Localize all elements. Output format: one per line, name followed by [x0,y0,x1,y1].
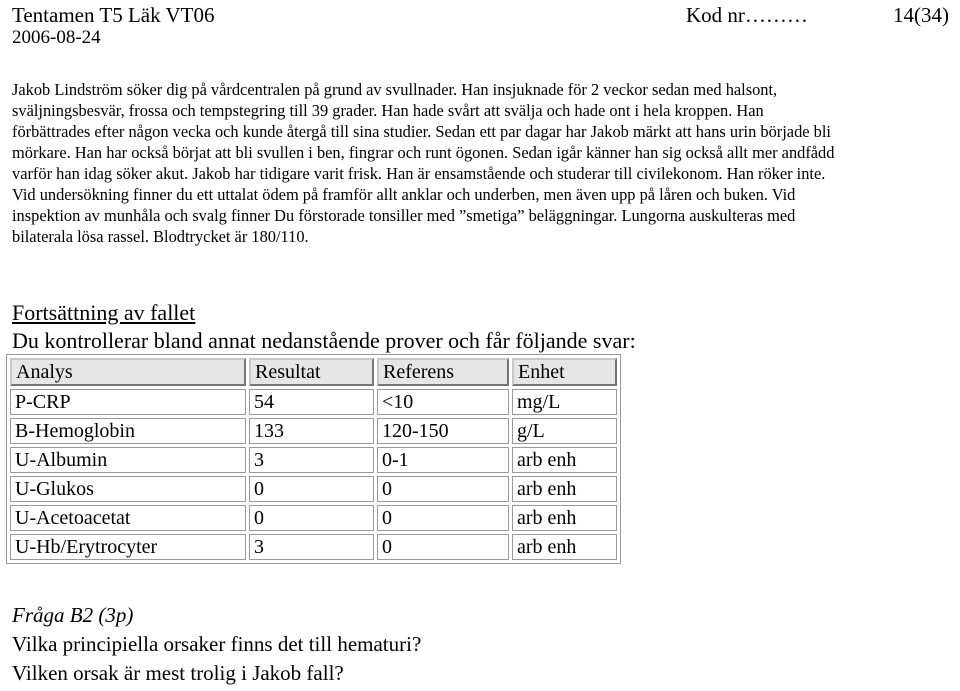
column-header-enhet: Enhet [512,358,617,386]
cell-enhet: arb enh [512,476,617,502]
cell-referens: 0 [377,534,509,560]
question-line: Vilken orsak är mest trolig i Jakob fall? [12,661,344,685]
cell-enhet: g/L [512,418,617,444]
cell-referens: 0 [377,476,509,502]
column-header-referens: Referens [377,358,509,386]
cell-analys: U-Hb/Erytrocyter [10,534,246,560]
table-row [10,476,617,502]
cell-referens: 0-1 [377,447,509,473]
column-header-resultat: Resultat [249,358,374,386]
cell-analys: U-Glukos [10,476,246,502]
cell-analys: U-Albumin [10,447,246,473]
exam-title: Tentamen T5 Läk VT06 [12,3,215,27]
case-line: Vid undersökning finner du ett uttalat ödem på framför allt anklar och underben, men även upp på låren och buken. Vid [12,185,796,204]
table-row [10,505,617,531]
table-row [10,534,617,560]
case-line: bilaterala lösa rassel. Blodtrycket är 180/110. [12,227,309,246]
cell-enhet: arb enh [512,505,617,531]
column-header-analys: Analys [10,358,246,386]
case-line: inspektion av munhåla och svalg finner Du förstorade tonsiller med ”smetiga” beläggningar. Lungorna auskulteras med [12,206,796,225]
cell-resultat: 54 [249,389,374,415]
cell-enhet: mg/L [512,389,617,415]
lab-results-table [6,354,621,564]
cell-resultat: 3 [249,447,374,473]
case-line: förbättrades efter någon vecka och kunde återgå till sina studier. Sedan ett par dagar har Jakob märkt att hans urin började bli [12,122,831,141]
case-line: mörkare. Han har också börjat att bli svullen i ben, fingrar och runt ögonen. Sedan igår känner han sig också allt mer andfådd [12,143,835,162]
exam-date: 2006-08-24 [12,27,101,48]
page-number: 14(34) [893,3,949,27]
continuation-heading: Fortsättning av fallet [12,300,196,325]
code-number-label: Kod nr……… [686,3,808,27]
table-row [10,389,617,415]
cell-resultat: 0 [249,476,374,502]
cell-referens: <10 [377,389,509,415]
cell-referens: 0 [377,505,509,531]
cell-enhet: arb enh [512,447,617,473]
case-line: varför han idag söker akut. Jakob har tidigare varit frisk. Han är ensamstående och studerar till civilekonom. Han röker inte. [12,164,826,183]
cell-resultat: 3 [249,534,374,560]
table-header-row [10,358,617,386]
cell-referens: 120-150 [377,418,509,444]
case-line: sväljningsbesvär, frossa och tempstegring till 39 grader. Han hade svårt att svälja och hade ont i hela kroppen. Han [12,101,764,120]
cell-resultat: 133 [249,418,374,444]
table-row [10,447,617,473]
question-line: Vilka principiella orsaker finns det till hematuri? [12,632,422,656]
continuation-intro: Du kontrollerar bland annat nedanstående prover och får följande svar: [12,328,636,353]
cell-enhet: arb enh [512,534,617,560]
case-line: Jakob Lindström söker dig på vårdcentralen på grund av svullnader. Han insjuknade för 2 veckor sedan med halsont, [12,80,778,99]
table-row [10,418,617,444]
question-title: Fråga B2 (3p) [12,603,134,627]
case-description [12,79,950,247]
cell-analys: U-Acetoacetat [10,505,246,531]
cell-analys: B-Hemoglobin [10,418,246,444]
cell-analys: P-CRP [10,389,246,415]
cell-resultat: 0 [249,505,374,531]
